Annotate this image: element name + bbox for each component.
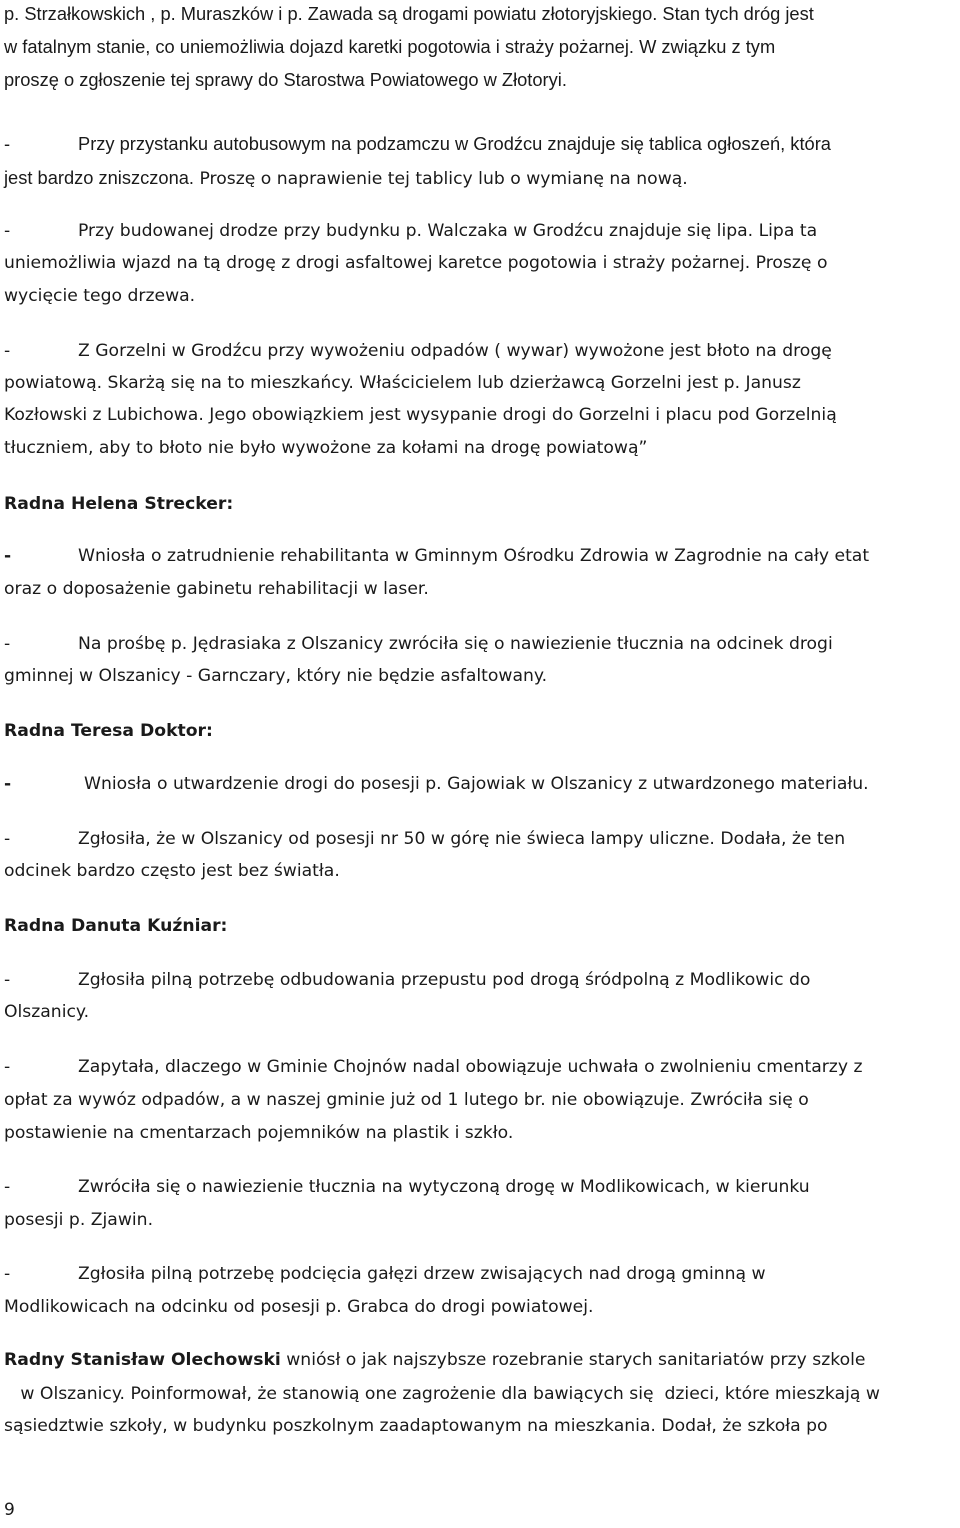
speaker-heading: Radna Teresa Doktor: bbox=[4, 721, 213, 741]
list-item-line bbox=[4, 132, 831, 156]
list-item-line bbox=[4, 1055, 862, 1079]
list-item-line bbox=[4, 544, 869, 568]
paragraph-line: Kozłowski z Lubichowa. Jego obowiązkiem jest wysypanie drogi do Gorzelni i placu pod Gorzelnią bbox=[4, 405, 837, 425]
list-item-text: Z Gorzelni w Grodźcu przy wywożeniu odpadów ( wywar) wywożone jest błoto na drogę bbox=[78, 341, 832, 361]
list-dash: - bbox=[4, 221, 11, 241]
paragraph-line: w fatalnym stanie, co uniemożliwia dojazd karetki pogotowia i straży pożarnej. W związku z tym bbox=[4, 36, 776, 57]
paragraph-line: powiatową. Skarżą się na to mieszkańcy. Właścicielem lub dzierżawcą Gorzelni jest p. Janusz bbox=[4, 373, 801, 393]
paragraph-line bbox=[4, 166, 688, 191]
list-item-line bbox=[4, 827, 845, 851]
paragraph-line: gminnej w Olszanicy - Garnczary, który nie będzie asfaltowany. bbox=[4, 666, 548, 686]
list-item-line bbox=[4, 968, 810, 992]
list-item-text: Zgłosiła pilną potrzebę odbudowania przepustu pod drogą śródpolną z Modlikowic do bbox=[78, 970, 811, 990]
text-segment: wniósł o jak najszybsze rozebranie starych sanitariatów przy szkole bbox=[280, 1350, 866, 1370]
paragraph-line: wycięcie tego drzewa. bbox=[4, 286, 196, 306]
list-dash: - bbox=[4, 634, 11, 654]
list-dash: - bbox=[4, 1264, 11, 1284]
paragraph-line: postawienie na cmentarzach pojemników na plastik i szkło. bbox=[4, 1123, 514, 1143]
speaker-heading: Radna Helena Strecker: bbox=[4, 494, 234, 514]
page-number: 9 bbox=[4, 1500, 15, 1520]
list-item-line bbox=[4, 1175, 810, 1199]
list-dash: - bbox=[4, 1177, 11, 1197]
list-item-text: Zgłosiła pilną potrzebę podcięcia gałęzi drzew zwisających nad drogą gminną w bbox=[78, 1264, 766, 1284]
list-dash: - bbox=[4, 133, 11, 154]
paragraph-line: odcinek bardzo często jest bez światła. bbox=[4, 861, 340, 881]
paragraph-line: p. Strzałkowskich , p. Muraszków i p. Zawada są drogami powiatu złotoryjskiego. Stan tych dróg jest bbox=[4, 3, 814, 24]
list-item-text: Zgłosiła, że w Olszanicy od posesji nr 50 w górę nie świeca lampy uliczne. Dodała, że ten bbox=[78, 829, 846, 849]
list-item-line bbox=[4, 339, 832, 363]
speaker-name: Radny Stanisław Olechowski bbox=[4, 1350, 281, 1370]
list-dash: - bbox=[4, 970, 11, 990]
list-item-line bbox=[4, 772, 869, 796]
list-item-text: Przy budowanej drodze przy budynku p. Walczaka w Grodźcu znajduje się lipa. Lipa ta bbox=[78, 221, 818, 241]
paragraph-line: Modlikowicach na odcinku od posesji p. Grabca do drogi powiatowej. bbox=[4, 1297, 594, 1317]
list-item-text: Przy przystanku autobusowym na podzamczu w Grodźcu znajduje się tablica ogłoszeń, która bbox=[78, 133, 831, 154]
paragraph-line: oraz o doposażenie gabinetu rehabilitacji w laser. bbox=[4, 579, 429, 599]
list-item-line bbox=[4, 219, 817, 243]
paragraph-line: uniemożliwia wjazd na tą drogę z drogi asfaltowej karetce pogotowia i straży pożarnej. Proszę o bbox=[4, 253, 828, 273]
paragraph-line: Olszanicy. bbox=[4, 1002, 90, 1022]
list-dash: - bbox=[4, 341, 11, 361]
list-dash: - bbox=[4, 1057, 11, 1077]
paragraph-line: opłat za wywóz odpadów, a w naszej gminie już od 1 lutego br. nie obowiązuje. Zwróciła się o bbox=[4, 1090, 809, 1110]
list-item-text: Na prośbę p. Jędrasiaka z Olszanicy zwróciła się o nawiezienie tłucznia na odcinek drogi bbox=[78, 634, 833, 654]
paragraph-line: posesji p. Zjawin. bbox=[4, 1210, 154, 1230]
list-dash: - bbox=[4, 829, 11, 849]
list-item-text: Wniosła o utwardzenie drogi do posesji p. Gajowiak w Olszanicy z utwardzonego materiału. bbox=[84, 774, 869, 794]
paragraph-line: sąsiedztwie szkoły, w budynku poszkolnym zaadaptowanym na mieszkania. Dodał, że szkoła po bbox=[4, 1416, 828, 1436]
list-item-text: Zapytała, dlaczego w Gminie Chojnów nadal obowiązuje uchwała o zwolnieniu cmentarzy z bbox=[78, 1057, 863, 1077]
text-segment: jest bardzo zniszczona. bbox=[4, 167, 195, 188]
paragraph-line bbox=[4, 1348, 865, 1372]
paragraph-line: w Olszanicy. Poinformował, że stanowią one zagrożenie dla bawiących się dzieci, które mieszkają w bbox=[4, 1384, 880, 1404]
list-item-text: Wniosła o zatrudnienie rehabilitanta w Gminnym Ośrodku Zdrowia w Zagrodnie na cały etat bbox=[78, 546, 870, 566]
paragraph-line: tłuczniem, aby to błoto nie było wywożone za kołami na drogę powiatową” bbox=[4, 438, 648, 458]
list-dash: - bbox=[4, 546, 12, 566]
list-item-line bbox=[4, 1262, 766, 1286]
list-item-text: Zwróciła się o nawiezienie tłucznia na wytyczoną drogę w Modlikowicach, w kierunku bbox=[78, 1177, 810, 1197]
text-segment: Proszę o naprawienie tej tablicy lub o wymianę na nową. bbox=[194, 169, 688, 189]
list-item-line bbox=[4, 632, 833, 656]
paragraph-line: proszę o zgłoszenie tej sprawy do Starostwa Powiatowego w Złotoryi. bbox=[4, 69, 567, 90]
speaker-heading: Radna Danuta Kuźniar: bbox=[4, 916, 228, 936]
list-dash: - bbox=[4, 774, 12, 794]
